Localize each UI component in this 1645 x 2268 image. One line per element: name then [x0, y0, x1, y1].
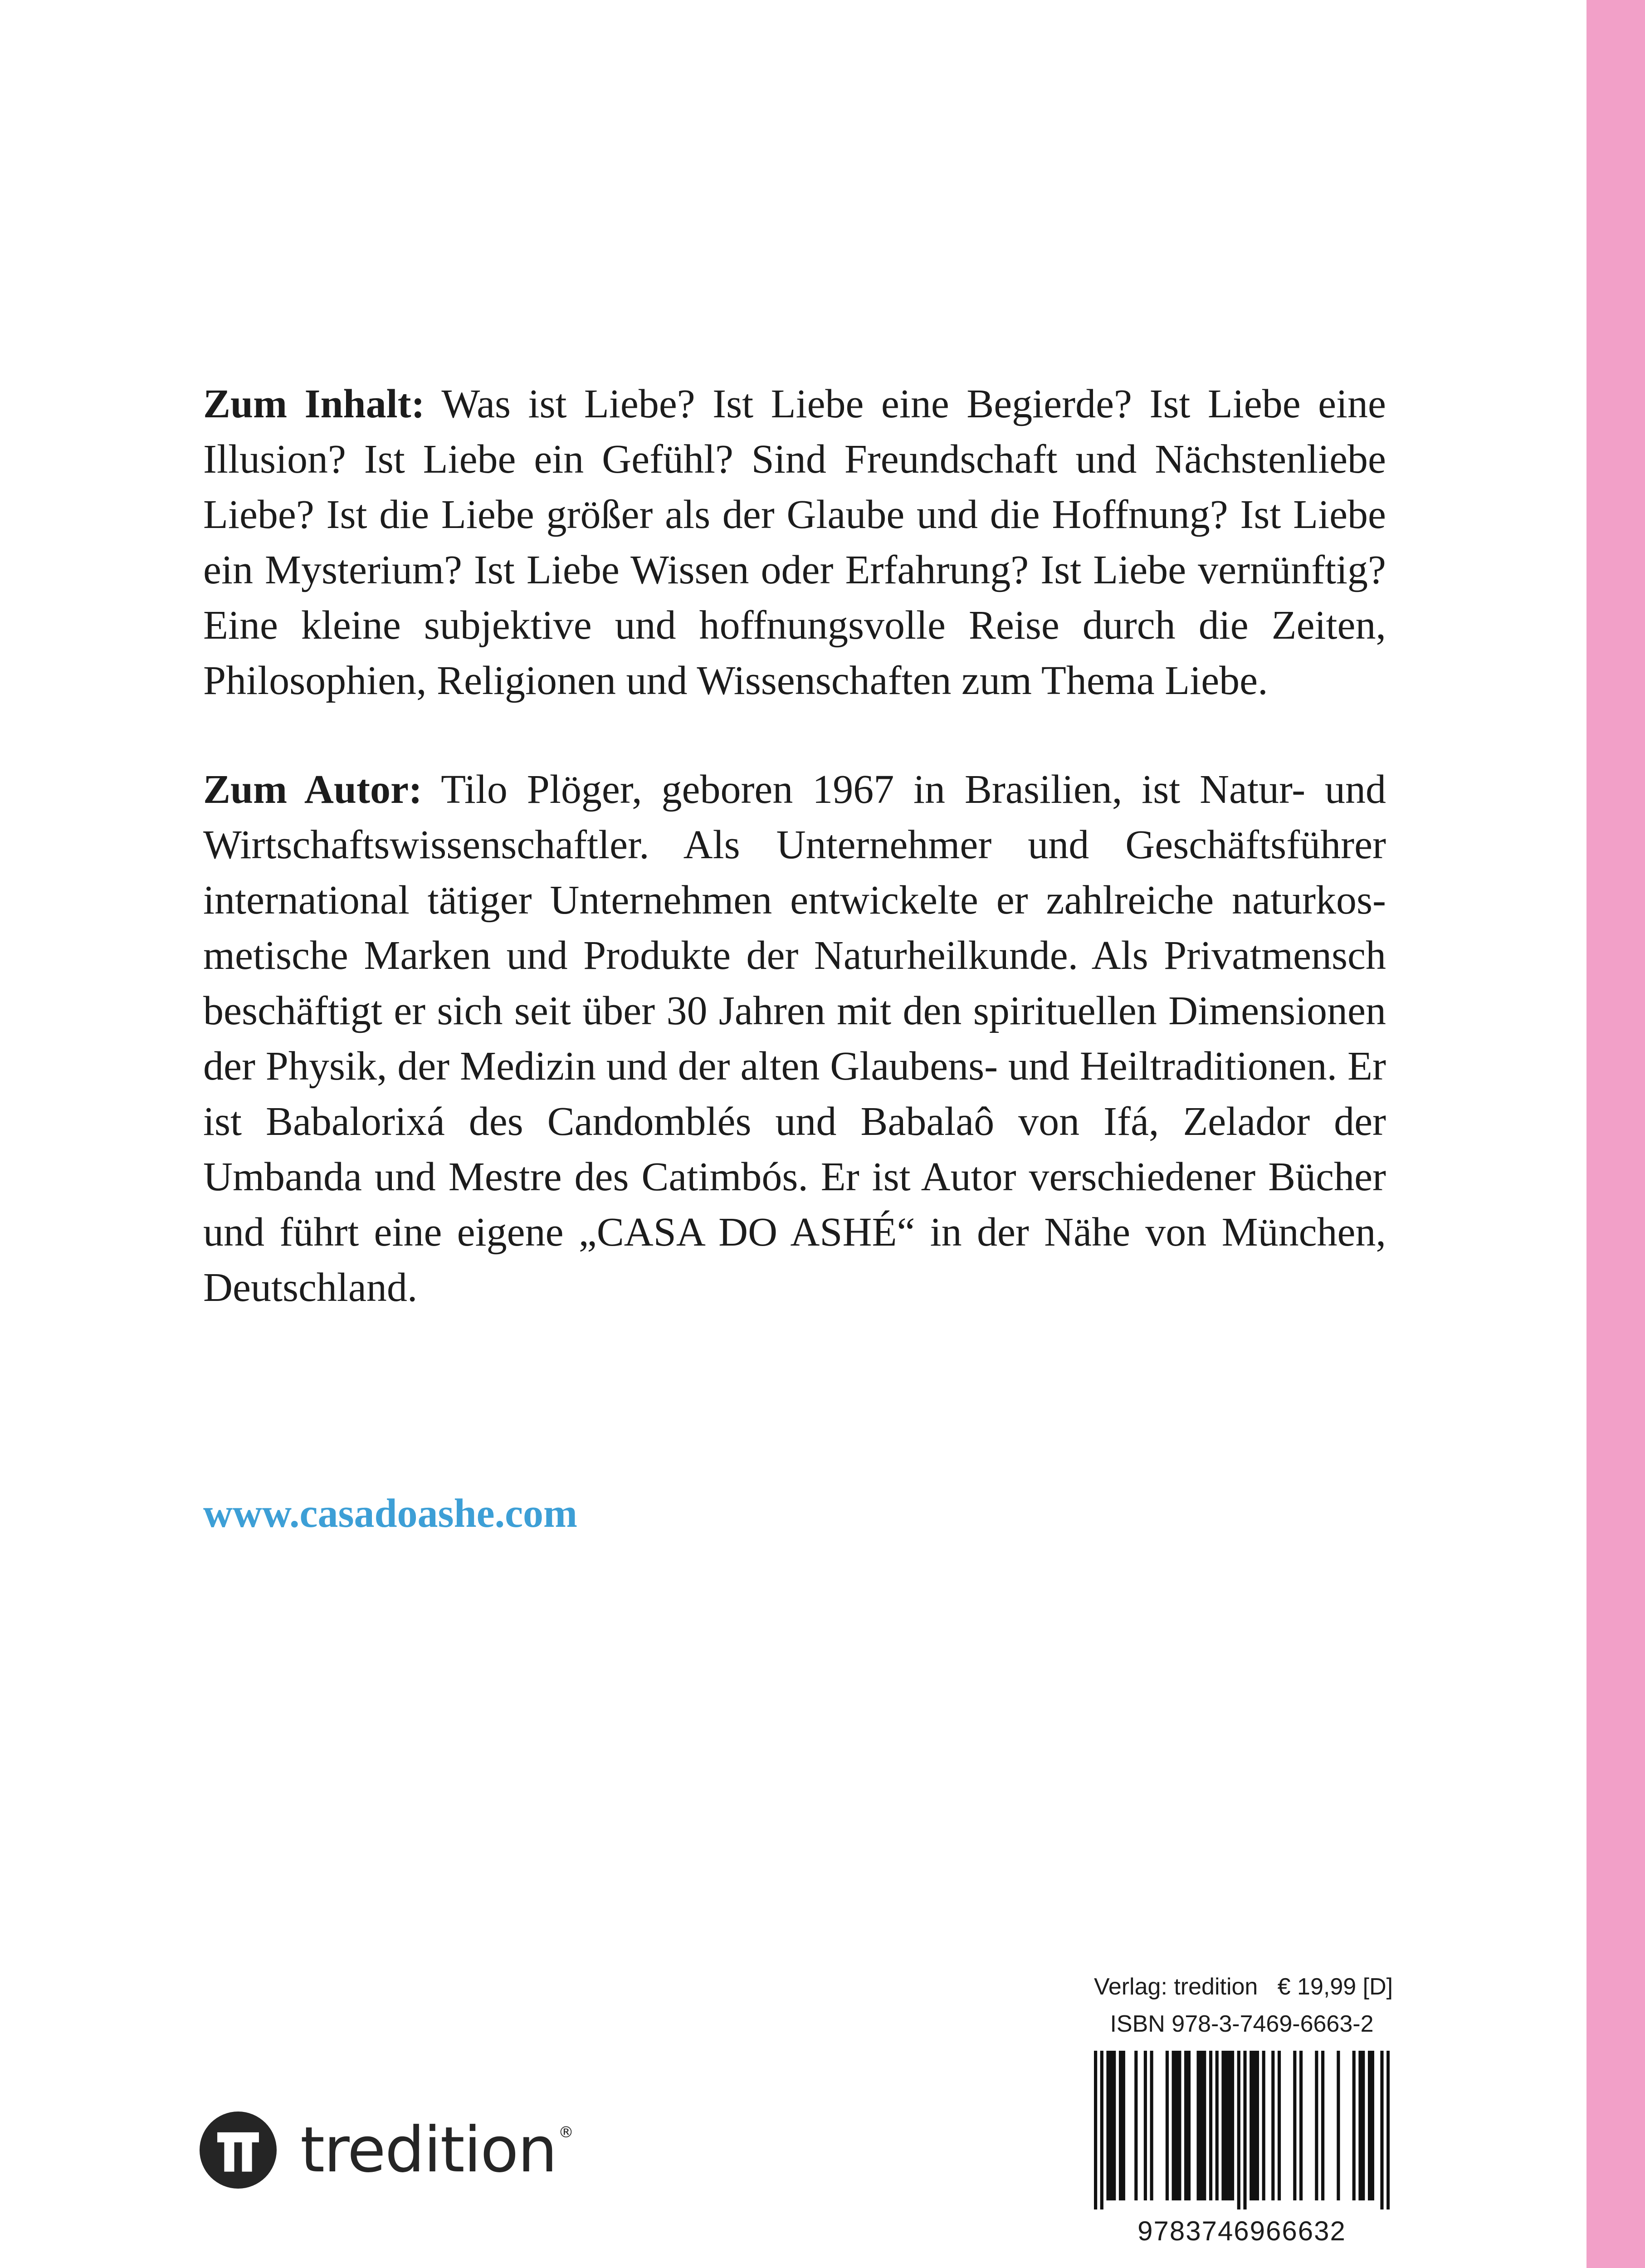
barcode-bar [1106, 2051, 1109, 2200]
barcode-bar [1362, 2051, 1365, 2200]
barcode-bar [1215, 2051, 1219, 2200]
publisher-logo [200, 2112, 574, 2189]
barcode-bar [1094, 2051, 1097, 2209]
barcode-bar [1262, 2051, 1265, 2200]
barcode-icon [1094, 2051, 1390, 2209]
barcode-bar [1315, 2051, 1318, 2200]
barcode-number: 9783746966632 [1137, 2216, 1346, 2246]
barcode-bar [1228, 2051, 1231, 2200]
barcode-bar [1200, 2051, 1203, 2200]
author-text: Tilo Plöger, geboren 1967 in Brasilien, ist Natur- und Wirtschaftswissenschaftler. Als Unternehmer und Geschäftsführer international tätiger Unternehmen entwickelte er zahlreiche naturkosmetische Marken und Produkte der Naturheilkunde. Als Privatmensch beschäftigt er sich seit über 30 Jahren mit den spirituellen Dimensionen der Physik, der Medizin und der alten Glaubens- und Heiltraditionen. Er ist Babalorixá des Candomblés und Babalaô von Ifá, Zelador der Umbanda und Mestre des Catimbós. Er ist Autor verschiedener Bücher und führt eine eigene „CASA DO ASHÉ“ in der Nähe von München, Deutschland. [203, 767, 1386, 1310]
barcode-bar [1371, 2051, 1374, 2200]
barcode-bar [1243, 2051, 1246, 2209]
spine-stripe [1586, 0, 1645, 2268]
logo-wordmark: tredition [300, 2113, 556, 2186]
barcode-bar [1321, 2051, 1324, 2200]
barcode-bar [1386, 2051, 1390, 2209]
barcode-bar [1368, 2051, 1371, 2200]
content-label: Zum Inhalt: [203, 381, 425, 426]
barcode-bar [1278, 2051, 1281, 2200]
barcode-bar [1175, 2051, 1178, 2200]
barcode-bar [1293, 2051, 1296, 2200]
barcode-bar [1380, 2051, 1383, 2209]
barcode-bar [1299, 2051, 1303, 2200]
registered-mark: ® [558, 2123, 574, 2141]
author-label: Zum Autor: [203, 767, 422, 812]
barcode-bar [1253, 2051, 1256, 2200]
barcode-bar [1100, 2051, 1103, 2209]
barcode-bar [1225, 2051, 1228, 2200]
barcode-bar [1166, 2051, 1169, 2200]
barcode-bar [1209, 2051, 1212, 2200]
barcode-bar [1119, 2051, 1122, 2200]
barcode-bar [1184, 2051, 1187, 2200]
barcode-bar [1203, 2051, 1206, 2200]
barcode-block [1094, 1971, 1393, 2249]
barcode-bar [1178, 2051, 1181, 2200]
barcode-bar [1109, 2051, 1113, 2200]
barcode-bar [1237, 2051, 1240, 2209]
barcode-bar [1271, 2051, 1274, 2200]
barcode-bar [1134, 2051, 1137, 2200]
isbn-label: ISBN 978-3-7469-6663-2 [1110, 2011, 1374, 2037]
barcode-bar [1231, 2051, 1234, 2200]
author-description [203, 762, 1386, 1315]
barcode-bar [1172, 2051, 1175, 2200]
barcode-bar [1187, 2051, 1191, 2200]
publisher-price: Verlag: tredition € 19,99 [D] [1094, 1974, 1393, 2000]
tredition-logo-icon [200, 2112, 277, 2189]
barcode-bar [1358, 2051, 1362, 2200]
barcode-bar [1221, 2051, 1225, 2200]
barcode-bar [1352, 2051, 1356, 2200]
barcode-bar [1122, 2051, 1125, 2200]
barcode-bar [1150, 2051, 1153, 2200]
barcode-bar [1337, 2051, 1340, 2200]
barcode-bar [1256, 2051, 1259, 2200]
barcode-bar [1196, 2051, 1200, 2200]
barcode-bar [1250, 2051, 1253, 2200]
content-text: Was ist Liebe? Ist Liebe eine Begierde? Ist Liebe eine Illusion? Ist Liebe ein Gefühl? Sind Freundschaft und Nächstenliebe Liebe? Ist die Liebe größer als der Glaube und die Hoffnung? Ist Liebe ein Mysterium? Ist Liebe Wissen oder Erfahrung? Ist Liebe vernünftig? Eine kleine subjektive und hoffnungsvolle Reise durch die Zeiten, Philosophien, Religionen und Wissenschaften zum Thema Liebe. [203, 381, 1386, 703]
barcode-bar [1144, 2051, 1147, 2200]
website-link[interactable]: www.casadoashe.com [203, 1491, 577, 1536]
barcode-bar [1113, 2051, 1116, 2200]
content-description [203, 376, 1386, 709]
